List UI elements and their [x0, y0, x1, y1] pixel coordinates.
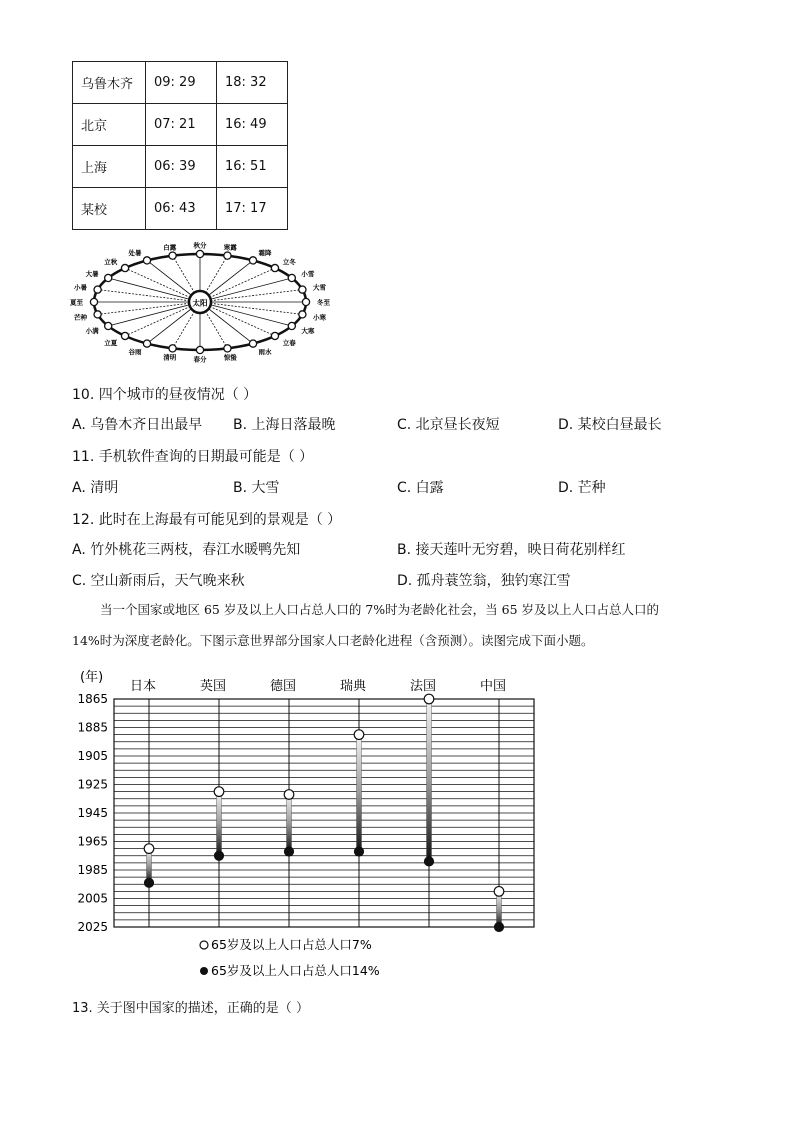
fourteen-percent-marker	[424, 857, 433, 866]
orbit-node	[105, 322, 112, 329]
y-tick-label: 1965	[77, 834, 108, 849]
solar-term-label: 清明	[163, 353, 177, 362]
sunrise-cell: 07: 21	[146, 104, 217, 146]
orbit-node	[249, 340, 256, 347]
orbit-node	[302, 298, 309, 305]
aging-bar	[357, 735, 362, 852]
orbit-node	[121, 264, 128, 271]
q11-option-a[interactable]: A. 清明	[72, 480, 119, 496]
solar-term-label: 霜降	[258, 249, 272, 258]
sunset-cell: 16: 49	[217, 104, 288, 146]
orbit-node	[271, 332, 278, 339]
sunset-cell: 17: 17	[217, 188, 288, 230]
sun-label: 太阳	[192, 298, 208, 308]
solar-term-label: 小寒	[313, 313, 327, 322]
aging-bar	[217, 792, 222, 856]
table-row	[73, 146, 288, 188]
solar-term-label: 大暑	[85, 270, 99, 278]
orbit-node	[94, 311, 101, 318]
solar-term-label: 冬至	[317, 298, 330, 307]
q10-option-d[interactable]: D. 某校白昼最长	[558, 417, 662, 433]
orbit-node	[169, 252, 176, 259]
y-tick-label: 1905	[77, 749, 108, 763]
q10-option-a[interactable]: A. 乌鲁木齐日出最早	[72, 417, 203, 433]
city-cell: 乌鲁木齐	[73, 62, 146, 104]
aging-bar	[287, 794, 292, 851]
orbit-node	[105, 274, 112, 281]
solar-terms-orbit-diagram	[70, 240, 330, 365]
solar-term-label: 寒露	[223, 243, 237, 252]
category-label: 英国	[199, 679, 227, 694]
orbit-node	[143, 257, 150, 264]
fourteen-percent-marker	[354, 847, 363, 856]
solar-term-label: 芒种	[73, 313, 87, 322]
category-label: 中国	[479, 679, 507, 694]
category-label: 德国	[269, 679, 297, 694]
category-label: 日本	[129, 679, 157, 694]
orbit-node	[169, 345, 176, 352]
sunset-cell: 18: 32	[217, 62, 288, 104]
solar-term-label: 小暑	[73, 283, 87, 292]
orbit-ray	[98, 290, 200, 302]
orbit-node	[94, 286, 101, 293]
q11-option-b[interactable]: B. 大雪	[233, 480, 280, 496]
seven-percent-marker	[494, 887, 504, 897]
fourteen-percent-marker	[214, 851, 223, 860]
seven-percent-marker	[214, 787, 224, 797]
table-row	[73, 104, 288, 146]
legend-label-7: 65岁及以上人口占总人口7%	[211, 937, 372, 952]
y-tick-label: 1945	[77, 806, 108, 820]
y-tick-label: 1885	[77, 720, 108, 735]
question-11-stem: 11. 手机软件查询的日期最可能是（ ）	[72, 449, 314, 465]
y-tick-label: 1985	[77, 863, 108, 877]
orbit-node	[288, 322, 295, 329]
sunrise-sunset-table	[72, 61, 288, 230]
orbit-node	[288, 274, 295, 281]
solar-term-label: 小满	[85, 327, 99, 335]
orbit-node	[196, 346, 203, 353]
solar-term-label: 处暑	[128, 249, 142, 258]
city-cell: 上海	[73, 146, 146, 188]
seven-percent-marker	[354, 730, 364, 740]
orbit-ray	[98, 302, 200, 314]
q12-option-a[interactable]: A. 竹外桃花三两枝，春江水暖鸭先知	[72, 542, 301, 558]
orbit-ray	[200, 290, 302, 302]
solar-term-label: 大雪	[313, 283, 327, 292]
fourteen-percent-marker	[284, 847, 293, 856]
aging-bar	[427, 699, 432, 861]
q11-option-d[interactable]: D. 芒种	[558, 480, 606, 496]
q12-option-b[interactable]: B. 接天莲叶无穷碧，映日荷花别样红	[397, 542, 626, 558]
solar-term-label: 立冬	[282, 258, 296, 267]
passage-line-2: 14%时为深度老龄化。下图示意世界部分国家人口老龄化进程（含预测）。读图完成下面小题。	[72, 633, 594, 648]
table-row	[73, 62, 288, 104]
solar-term-label: 立夏	[104, 338, 118, 347]
city-cell: 北京	[73, 104, 146, 146]
solar-term-label: 白露	[163, 243, 177, 252]
solar-term-label: 大寒	[301, 327, 315, 335]
y-tick-label: 2025	[77, 920, 108, 934]
y-tick-label: 1865	[77, 692, 108, 706]
category-label: 法国	[409, 679, 437, 694]
sunrise-cell: 06: 39	[146, 146, 217, 188]
fourteen-percent-marker	[144, 878, 153, 887]
solar-term-label: 春分	[193, 355, 207, 364]
orbit-node	[143, 340, 150, 347]
solar-term-label: 夏至	[70, 298, 83, 307]
solar-term-label: 立秋	[104, 258, 118, 267]
q10-option-b[interactable]: B. 上海日落最晚	[233, 417, 336, 433]
solar-term-label: 秋分	[193, 241, 207, 250]
table-row	[73, 188, 288, 230]
sunrise-cell: 09: 29	[146, 62, 217, 104]
orbit-node	[224, 252, 231, 259]
solar-term-label: 谷雨	[128, 347, 142, 356]
orbit-node	[121, 332, 128, 339]
solar-term-label: 惊蛰	[223, 353, 237, 362]
y-axis-label: (年)	[80, 670, 104, 685]
legend-label-14: 65岁及以上人口占总人口14%	[211, 963, 380, 978]
seven-percent-marker	[144, 844, 154, 854]
orbit-ray	[200, 302, 302, 314]
y-tick-label: 1925	[77, 777, 108, 792]
q10-option-c[interactable]: C. 北京昼长夜短	[397, 417, 500, 433]
fourteen-percent-marker	[494, 922, 503, 931]
solar-term-label: 立春	[282, 338, 296, 347]
q12-option-d[interactable]: D. 孤舟蓑笠翁，独钓寒江雪	[397, 573, 571, 589]
question-13-stem: 13. 关于图中国家的描述，正确的是（ ）	[72, 1001, 309, 1016]
orbit-node	[299, 311, 306, 318]
solar-term-label: 雨水	[258, 347, 272, 356]
orbit-node	[196, 250, 203, 257]
sunset-cell: 16: 51	[217, 146, 288, 188]
question-10-stem: 10. 四个城市的昼夜情况（ ）	[72, 387, 258, 403]
legend-open-circle-icon	[200, 941, 208, 949]
y-tick-label: 2005	[77, 891, 108, 906]
orbit-node	[271, 264, 278, 271]
orbit-node	[90, 298, 97, 305]
seven-percent-marker	[284, 790, 294, 800]
legend-filled-circle-icon	[200, 967, 208, 975]
category-label: 瑞典	[339, 679, 367, 694]
solar-term-label: 小雪	[301, 270, 315, 278]
seven-percent-marker	[424, 694, 434, 704]
aging-timeline-chart	[70, 665, 550, 985]
orbit-node	[299, 286, 306, 293]
passage-line-1: 当一个国家或地区 65 岁及以上人口占总人口的 7%时为老龄化社会，当 65 岁及以上人口占总人口的	[100, 602, 660, 617]
sunrise-cell: 06: 43	[146, 188, 217, 230]
orbit-node	[249, 257, 256, 264]
q12-option-c[interactable]: C. 空山新雨后，天气晚来秋	[72, 573, 245, 589]
orbit-node	[224, 345, 231, 352]
q11-option-c[interactable]: C. 白露	[397, 480, 444, 496]
question-12-stem: 12. 此时在上海最有可能见到的景观是（ ）	[72, 512, 342, 528]
city-cell: 某校	[73, 188, 146, 230]
